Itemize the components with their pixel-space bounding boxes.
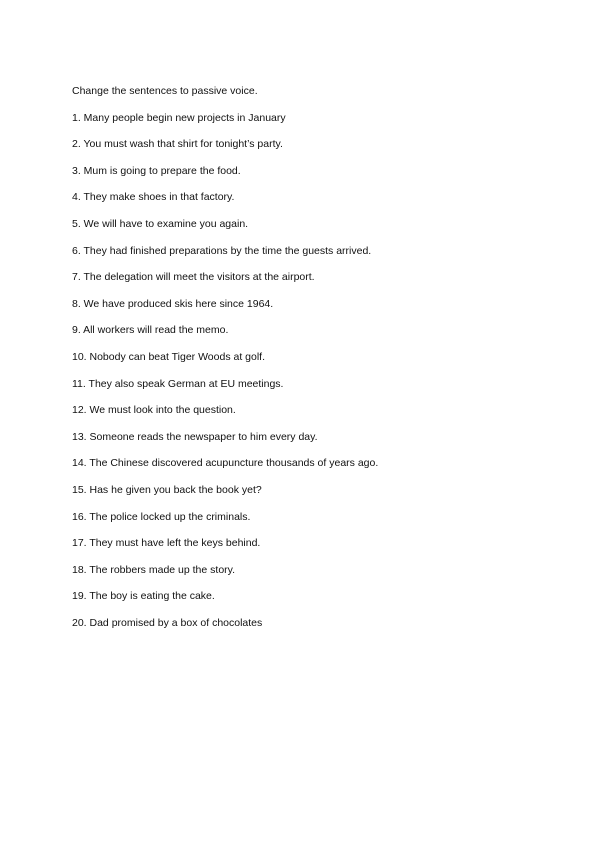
sentence-list <box>72 111 542 630</box>
sentence-item: 20. Dad promised by a box of chocolates <box>72 616 263 629</box>
sentence-item: 14. The Chinese discovered acupuncture thousands of years ago. <box>72 457 379 470</box>
sentence-item: 9. All workers will read the memo. <box>72 324 229 337</box>
sentence-item: 17. They must have left the keys behind. <box>72 537 261 550</box>
sentence-item: 4. They make shoes in that factory. <box>72 191 235 204</box>
sentence-item: 18. The robbers made up the story. <box>72 563 236 576</box>
sentence-item: 19. The boy is eating the cake. <box>72 590 215 603</box>
instruction-text: Change the sentences to passive voice. <box>72 85 258 97</box>
sentence-item: 5. We will have to examine you again. <box>72 217 249 230</box>
sentence-item: 7. The delegation will meet the visitors at the airport. <box>72 271 315 284</box>
sentence-item: 8. We have produced skis here since 1964. <box>72 297 274 310</box>
sentence-item: 11. They also speak German at EU meetings. <box>72 377 284 390</box>
sentence-item: 15. Has he given you back the book yet? <box>72 483 262 496</box>
sentence-item: 10. Nobody can beat Tiger Woods at golf. <box>72 350 266 363</box>
sentence-item: 2. You must wash that shirt for tonight’s party. <box>72 138 283 151</box>
sentence-item: 13. Someone reads the newspaper to him every day. <box>72 430 318 443</box>
sentence-item: 6. They had finished preparations by the time the guests arrived. <box>72 244 372 257</box>
sentence-item: 12. We must look into the question. <box>72 404 236 417</box>
worksheet-content <box>72 84 542 642</box>
sentence-item: 16. The police locked up the criminals. <box>72 510 251 523</box>
sentence-item: 1. Many people begin new projects in January <box>72 111 286 124</box>
sentence-item: 3. Mum is going to prepare the food. <box>72 164 241 177</box>
